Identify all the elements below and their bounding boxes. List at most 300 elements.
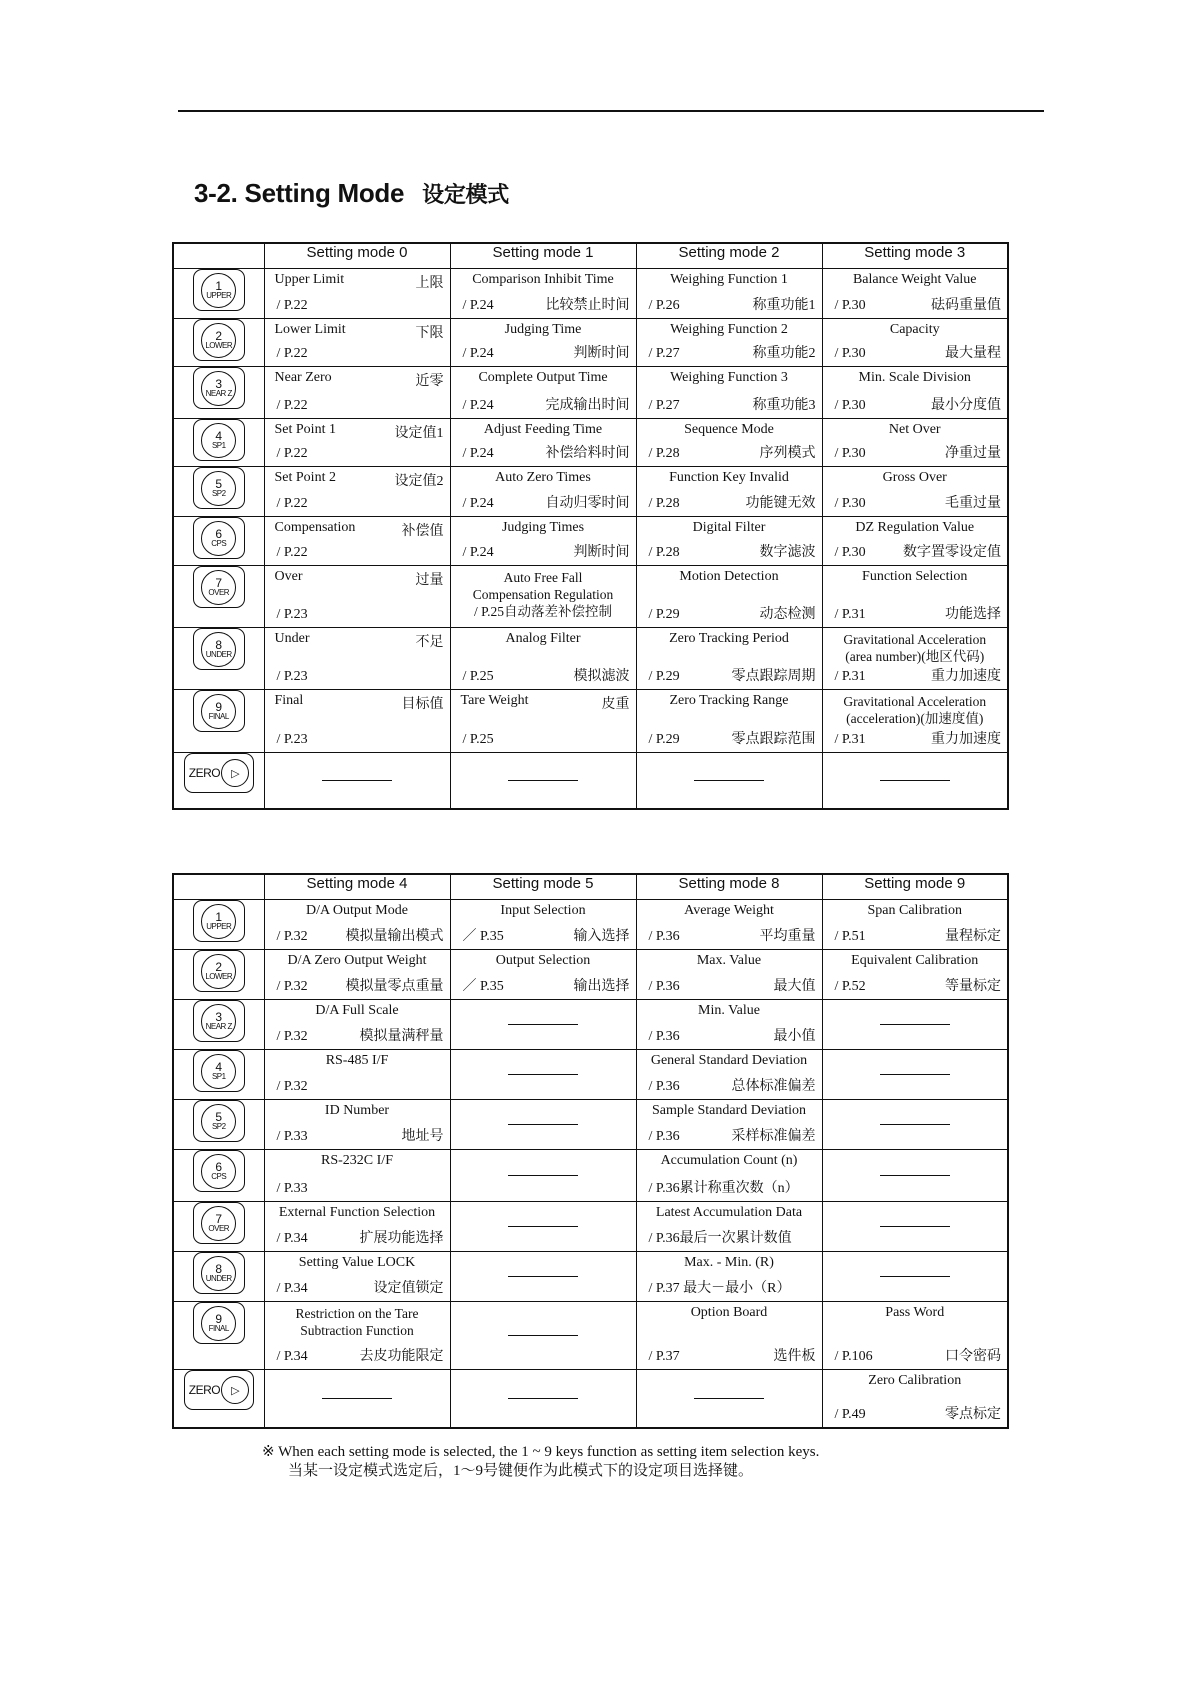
table-row [173, 1302, 1008, 1370]
key-word: OVER [208, 588, 230, 597]
setting-item [637, 319, 822, 365]
key-word: FINAL [208, 1324, 229, 1333]
setting-item-label: Input Selection [500, 903, 586, 918]
chinese-label: 称重功能3 [752, 398, 816, 413]
page-ref: / P.36 [648, 1079, 680, 1094]
setting-item-cell [264, 950, 450, 1000]
page-ref: / P.31 [834, 669, 866, 684]
key-cell [173, 269, 264, 319]
setting-item-label: Sequence Mode [684, 422, 774, 437]
chinese-label: 零点跟踪范围 [731, 732, 816, 747]
setting-item-label [823, 690, 1008, 727]
setting-item [265, 1050, 450, 1098]
setting-item-label: Function Selection [862, 569, 968, 584]
key-face [201, 273, 236, 308]
setting-item-cell [450, 1302, 636, 1370]
key-7-button[interactable] [193, 1202, 245, 1244]
page-ref: / P.30 [834, 398, 866, 413]
page-ref: / P.36 [648, 979, 680, 994]
zero-key-button[interactable] [184, 753, 254, 793]
play-icon: ▷ [221, 1376, 249, 1404]
chinese-label: 设定值锁定 [373, 1281, 444, 1296]
setting-item-line: Auto Free Fall [503, 570, 583, 585]
key-face [201, 521, 236, 556]
setting-item [637, 517, 822, 564]
key-1-button[interactable] [193, 269, 245, 311]
setting-item-cell [264, 1252, 450, 1302]
setting-item-cell [636, 367, 822, 419]
setting-item-cell [636, 419, 822, 467]
key-cell [173, 1050, 264, 1100]
setting-item-cell [822, 1202, 1008, 1252]
setting-item-label: Auto Zero Times [495, 470, 591, 485]
key-cell [173, 367, 264, 419]
key-face [201, 423, 236, 458]
page-ref: / P.22 [276, 496, 308, 511]
setting-item-cell [450, 753, 636, 809]
page-ref: / P.36最后一次累计数值 [648, 1231, 792, 1246]
chinese-label: 序列模式 [759, 446, 816, 461]
setting-item-line: (area number)(地区代码) [845, 649, 985, 664]
empty-dash [508, 1276, 578, 1277]
chinese-label: 数字滤波 [759, 545, 816, 560]
page-ref: / P.36 [648, 1129, 680, 1144]
key-word: SP2 [211, 1122, 226, 1131]
setting-item-cell [636, 753, 822, 809]
setting-item-cell [636, 690, 822, 753]
key-8-button[interactable] [193, 628, 245, 670]
setting-item [637, 419, 822, 465]
setting-item [637, 1000, 822, 1048]
key-number: 8 [215, 638, 223, 652]
setting-item [823, 269, 1008, 317]
key-number: 3 [215, 1010, 223, 1024]
setting-item-cell [822, 566, 1008, 628]
key-cell [173, 1000, 264, 1050]
key-7-button[interactable] [193, 566, 245, 608]
setting-item [823, 1302, 1008, 1368]
setting-item [451, 1252, 636, 1300]
setting-item [823, 1252, 1008, 1300]
key-6-button[interactable] [193, 517, 245, 559]
chinese-label: 不足 [415, 635, 444, 650]
setting-item-label: General Standard Deviation [650, 1053, 808, 1068]
key-1-button[interactable] [193, 900, 245, 942]
setting-item-label: Zero Calibration [868, 1373, 962, 1388]
setting-item [451, 1202, 636, 1250]
key-word: UPPER [206, 922, 232, 931]
key-cell [173, 753, 264, 809]
setting-item [637, 566, 822, 626]
table-row [173, 900, 1008, 950]
setting-item-cell [822, 1252, 1008, 1302]
chinese-label: 量程标定 [945, 929, 1001, 944]
setting-item-label: Lower Limit [274, 322, 346, 337]
key-number: 2 [215, 960, 223, 974]
page-ref: / P.24 [462, 346, 494, 361]
setting-item [451, 419, 636, 465]
setting-item-line: (acceleration)(加速度值) [846, 711, 984, 726]
empty-dash [508, 1175, 578, 1176]
table-row [173, 628, 1008, 690]
setting-item-cell [450, 419, 636, 467]
chinese-label: 重力加速度 [931, 732, 1001, 747]
setting-item-label: Min. Value [698, 1003, 760, 1018]
key-face [201, 694, 236, 729]
key-3-button[interactable] [193, 1000, 245, 1042]
key-4-button[interactable] [193, 1050, 245, 1092]
key-5-button[interactable] [193, 467, 245, 509]
mode-header: Setting mode 5 [450, 874, 636, 900]
setting-item-label: ID Number [324, 1103, 390, 1118]
setting-item-cell [822, 690, 1008, 753]
chinese-label: 称重功能2 [752, 346, 816, 361]
chinese-label: 皮重 [601, 697, 630, 712]
setting-item-cell [822, 950, 1008, 1000]
setting-item [451, 269, 636, 317]
empty-dash [694, 1398, 764, 1399]
setting-item-label: Near Zero [274, 370, 332, 385]
setting-item [823, 1150, 1008, 1200]
setting-item-line: Compensation Regulation [472, 587, 614, 602]
setting-item-label: Average Weight [684, 903, 774, 918]
page-ref: / P.30 [834, 298, 866, 313]
empty-dash [694, 780, 764, 781]
setting-item-cell [636, 467, 822, 517]
setting-item-label: Output Selection [495, 953, 591, 968]
setting-item-label: Gross Over [882, 470, 947, 485]
chinese-label: 判断时间 [573, 346, 630, 361]
setting-item [637, 367, 822, 417]
setting-item-cell [264, 517, 450, 566]
setting-item-label [265, 1302, 450, 1339]
setting-item-label: Final [274, 693, 304, 708]
chinese-label: 过量 [415, 573, 444, 588]
setting-item [451, 950, 636, 998]
setting-item-line: Subtraction Function [300, 1323, 414, 1338]
mode-header: Setting mode 8 [636, 874, 822, 900]
page-ref: ／ P.35 [462, 929, 504, 944]
setting-item-label: Set Point 1 [274, 422, 336, 437]
key-word: SP1 [211, 1072, 226, 1081]
key-word: UPPER [206, 291, 232, 300]
key-cell [173, 1370, 264, 1428]
key-face [201, 1104, 236, 1139]
setting-item [823, 753, 1008, 807]
key-face [201, 1054, 236, 1089]
setting-item-cell [636, 566, 822, 628]
key-cell [173, 950, 264, 1000]
chinese-label: 判断时间 [573, 545, 630, 560]
setting-item-cell [450, 319, 636, 367]
setting-item-label: Comparison Inhibit Time [472, 272, 614, 287]
page-ref: / P.52 [834, 979, 866, 994]
setting-item-label: Adjust Feeding Time [483, 422, 603, 437]
key-2-button[interactable] [193, 319, 245, 361]
key-word: SP2 [211, 489, 226, 498]
setting-item-cell [636, 1370, 822, 1428]
key-number: 6 [215, 527, 223, 541]
chinese-label: 近零 [415, 374, 444, 389]
chinese-label: 模拟量输出模式 [345, 929, 444, 944]
setting-item-label: Span Calibration [867, 903, 962, 918]
setting-item [823, 517, 1008, 564]
page-ref: / P.37 [648, 1349, 680, 1364]
key-number: 4 [215, 429, 223, 443]
page-ref: / P.32 [276, 1079, 308, 1094]
setting-item-label: Option Board [690, 1305, 768, 1320]
chinese-label: 总体标准偏差 [731, 1079, 816, 1094]
setting-item [823, 950, 1008, 998]
setting-item-cell [264, 1150, 450, 1202]
setting-item [823, 900, 1008, 948]
chinese-label: 输入选择 [573, 929, 630, 944]
key-number: 4 [215, 1060, 223, 1074]
setting-item [451, 319, 636, 365]
setting-item-cell [264, 628, 450, 690]
key-face [201, 471, 236, 506]
chinese-label: 称重功能1 [752, 298, 816, 313]
setting-item-label: Compensation [274, 520, 356, 535]
key-number: 6 [215, 1160, 223, 1174]
setting-item-label: Net Over [888, 422, 941, 437]
setting-item-label: D/A Full Scale [315, 1003, 399, 1018]
setting-item-cell [450, 1100, 636, 1150]
mode-header: Setting mode 4 [264, 874, 450, 900]
key-9-button[interactable] [193, 690, 245, 732]
chinese-label: 采样标准偏差 [731, 1129, 816, 1144]
key-face [201, 1306, 236, 1341]
setting-item [823, 1202, 1008, 1250]
key-face [201, 371, 236, 406]
page-ref: / P.36累计称重次数（n） [648, 1181, 799, 1196]
page-ref: / P.23 [276, 669, 308, 684]
setting-item-cell [822, 1150, 1008, 1202]
setting-item-label: DZ Regulation Value [855, 520, 975, 535]
page-ref: / P.22 [276, 446, 308, 461]
setting-item [265, 1370, 450, 1426]
setting-item [265, 517, 450, 564]
setting-item-cell [450, 367, 636, 419]
table-row [173, 319, 1008, 367]
footnote-zh: 当某一设定模式选定后，1～9号键便作为此模式下的设定项目选择键。 [288, 1463, 754, 1479]
page-ref: / P.28 [648, 446, 680, 461]
key-cell [173, 566, 264, 628]
setting-item-cell [636, 950, 822, 1000]
setting-item [451, 566, 636, 626]
setting-item-label: Setting Value LOCK [298, 1255, 416, 1270]
setting-item-line: Restriction on the Tare [295, 1306, 419, 1321]
empty-dash [880, 1226, 950, 1227]
chinese-label: 最小分度值 [931, 398, 1001, 413]
key-cell [173, 628, 264, 690]
setting-item [637, 900, 822, 948]
setting-item-label: Under [274, 631, 310, 646]
key-2-button[interactable] [193, 950, 245, 992]
page-ref: / P.23 [276, 732, 308, 747]
setting-item-label: Capacity [889, 322, 940, 337]
key-6-button[interactable] [193, 1150, 245, 1192]
key-3-button[interactable] [193, 367, 245, 409]
key-number: 9 [215, 700, 223, 714]
page-ref: / P.26 [648, 298, 680, 313]
page-ref: / P.36 [648, 1029, 680, 1044]
setting-item [823, 1000, 1008, 1048]
chinese-label: 重力加速度 [931, 669, 1001, 684]
setting-item-cell [264, 1050, 450, 1100]
setting-item-cell [636, 1000, 822, 1050]
key-cell [173, 1302, 264, 1370]
setting-item [265, 319, 450, 365]
setting-item [265, 467, 450, 515]
setting-item-cell [636, 319, 822, 367]
setting-item [265, 690, 450, 751]
key-number: 2 [215, 329, 223, 343]
setting-item [451, 900, 636, 948]
setting-item-cell [822, 367, 1008, 419]
setting-item-cell [450, 1050, 636, 1100]
setting-item-label: Max. - Min. (R) [684, 1255, 774, 1270]
page-ref: / P.32 [276, 1029, 308, 1044]
table-row [173, 517, 1008, 566]
key-face [201, 632, 236, 667]
chinese-label: 平均重量 [759, 929, 816, 944]
setting-item-cell [822, 319, 1008, 367]
setting-item-cell [636, 517, 822, 566]
setting-item-cell [450, 566, 636, 628]
setting-item-cell [264, 419, 450, 467]
setting-item-line: / P.25自动落差补偿控制 [473, 604, 612, 619]
setting-item-cell [636, 1302, 822, 1370]
footnote-mark: ※ [262, 1444, 275, 1460]
chinese-label: 毛重过量 [945, 496, 1001, 511]
empty-dash [508, 1398, 578, 1399]
setting-item [265, 566, 450, 626]
key-4-button[interactable] [193, 419, 245, 461]
key-face [201, 1004, 236, 1039]
key-cell [173, 900, 264, 950]
setting-item [451, 628, 636, 688]
key-cell [173, 1100, 264, 1150]
chinese-label: 扩展功能选择 [359, 1231, 444, 1246]
section-title-en: 3-2. Setting Mode [194, 178, 405, 208]
table-row [173, 690, 1008, 753]
chinese-label: 去皮功能限定 [359, 1349, 444, 1364]
table-row [173, 367, 1008, 419]
setting-item-cell [264, 467, 450, 517]
key-number: 5 [215, 1110, 223, 1124]
setting-item-cell [264, 753, 450, 809]
table-row [173, 467, 1008, 517]
empty-dash [880, 1074, 950, 1075]
setting-item [823, 367, 1008, 417]
zero-key-button[interactable] [184, 1370, 254, 1410]
setting-item-cell [264, 566, 450, 628]
page-ref: / P.29 [648, 732, 680, 747]
page-ref: / P.29 [648, 669, 680, 684]
setting-item-cell [822, 517, 1008, 566]
setting-item-label: Over [274, 569, 303, 584]
setting-item-label: Min. Scale Division [858, 370, 971, 385]
setting-item-label: Pass Word [885, 1305, 945, 1320]
chinese-label: 数字置零设定值 [903, 545, 1001, 560]
page-ref: / P.34 [276, 1349, 308, 1364]
setting-item [637, 1100, 822, 1148]
play-icon: ▷ [221, 759, 249, 787]
chinese-label: 模拟量满秤量 [359, 1029, 444, 1044]
key-number: 1 [215, 910, 223, 924]
setting-item-cell [822, 900, 1008, 950]
key-word: OVER [208, 1224, 230, 1233]
setting-item-label: Weighing Function 1 [670, 272, 788, 287]
page-ref: / P.22 [276, 346, 308, 361]
chinese-label: 等量标定 [945, 979, 1001, 994]
key-number: 1 [215, 279, 223, 293]
setting-item-label [823, 628, 1008, 665]
setting-item-cell [822, 628, 1008, 690]
setting-item [637, 1252, 822, 1300]
key-number: 8 [215, 1262, 223, 1276]
setting-item [451, 467, 636, 515]
setting-item [823, 690, 1008, 751]
chinese-label: 模拟量零点重量 [345, 979, 444, 994]
setting-item [265, 367, 450, 417]
key-word: FINAL [208, 712, 229, 721]
setting-item-cell [822, 467, 1008, 517]
setting-item [451, 1150, 636, 1200]
setting-item-cell [636, 628, 822, 690]
setting-item-cell [264, 1302, 450, 1370]
key-word: NEAR Z [205, 389, 232, 398]
chinese-label: 下限 [415, 326, 444, 341]
setting-item [823, 628, 1008, 688]
page-ref: / P.34 [276, 1281, 308, 1296]
page-ref: / P.34 [276, 1231, 308, 1246]
page-ref: / P.25 [462, 732, 494, 747]
section-title [194, 178, 509, 209]
setting-item [451, 1000, 636, 1048]
chinese-label: 设定值1 [394, 426, 444, 441]
setting-item [823, 467, 1008, 515]
setting-item [637, 269, 822, 317]
setting-item-cell [264, 1000, 450, 1050]
key-9-button[interactable] [193, 1302, 245, 1344]
setting-item [265, 269, 450, 317]
key-number: 7 [215, 576, 223, 590]
footnote [262, 1443, 819, 1481]
empty-dash [880, 1124, 950, 1125]
mode-header: Setting mode 1 [450, 243, 636, 269]
table-row [173, 1150, 1008, 1202]
key-8-button[interactable] [193, 1252, 245, 1294]
table-row [173, 1050, 1008, 1100]
header-row [173, 243, 1008, 269]
setting-item-label: Weighing Function 2 [670, 322, 788, 337]
setting-item [637, 1202, 822, 1250]
setting-item [823, 319, 1008, 365]
setting-item [637, 690, 822, 751]
setting-item-label: Latest Accumulation Data [655, 1205, 803, 1220]
key-5-button[interactable] [193, 1100, 245, 1142]
key-number: 3 [215, 377, 223, 391]
empty-dash [508, 780, 578, 781]
setting-item [451, 1100, 636, 1148]
page-ref: / P.28 [648, 545, 680, 560]
chinese-label: 补偿值 [401, 524, 444, 539]
key-face [201, 1206, 236, 1241]
key-face [201, 1256, 236, 1291]
chinese-label: 地址号 [401, 1129, 444, 1144]
